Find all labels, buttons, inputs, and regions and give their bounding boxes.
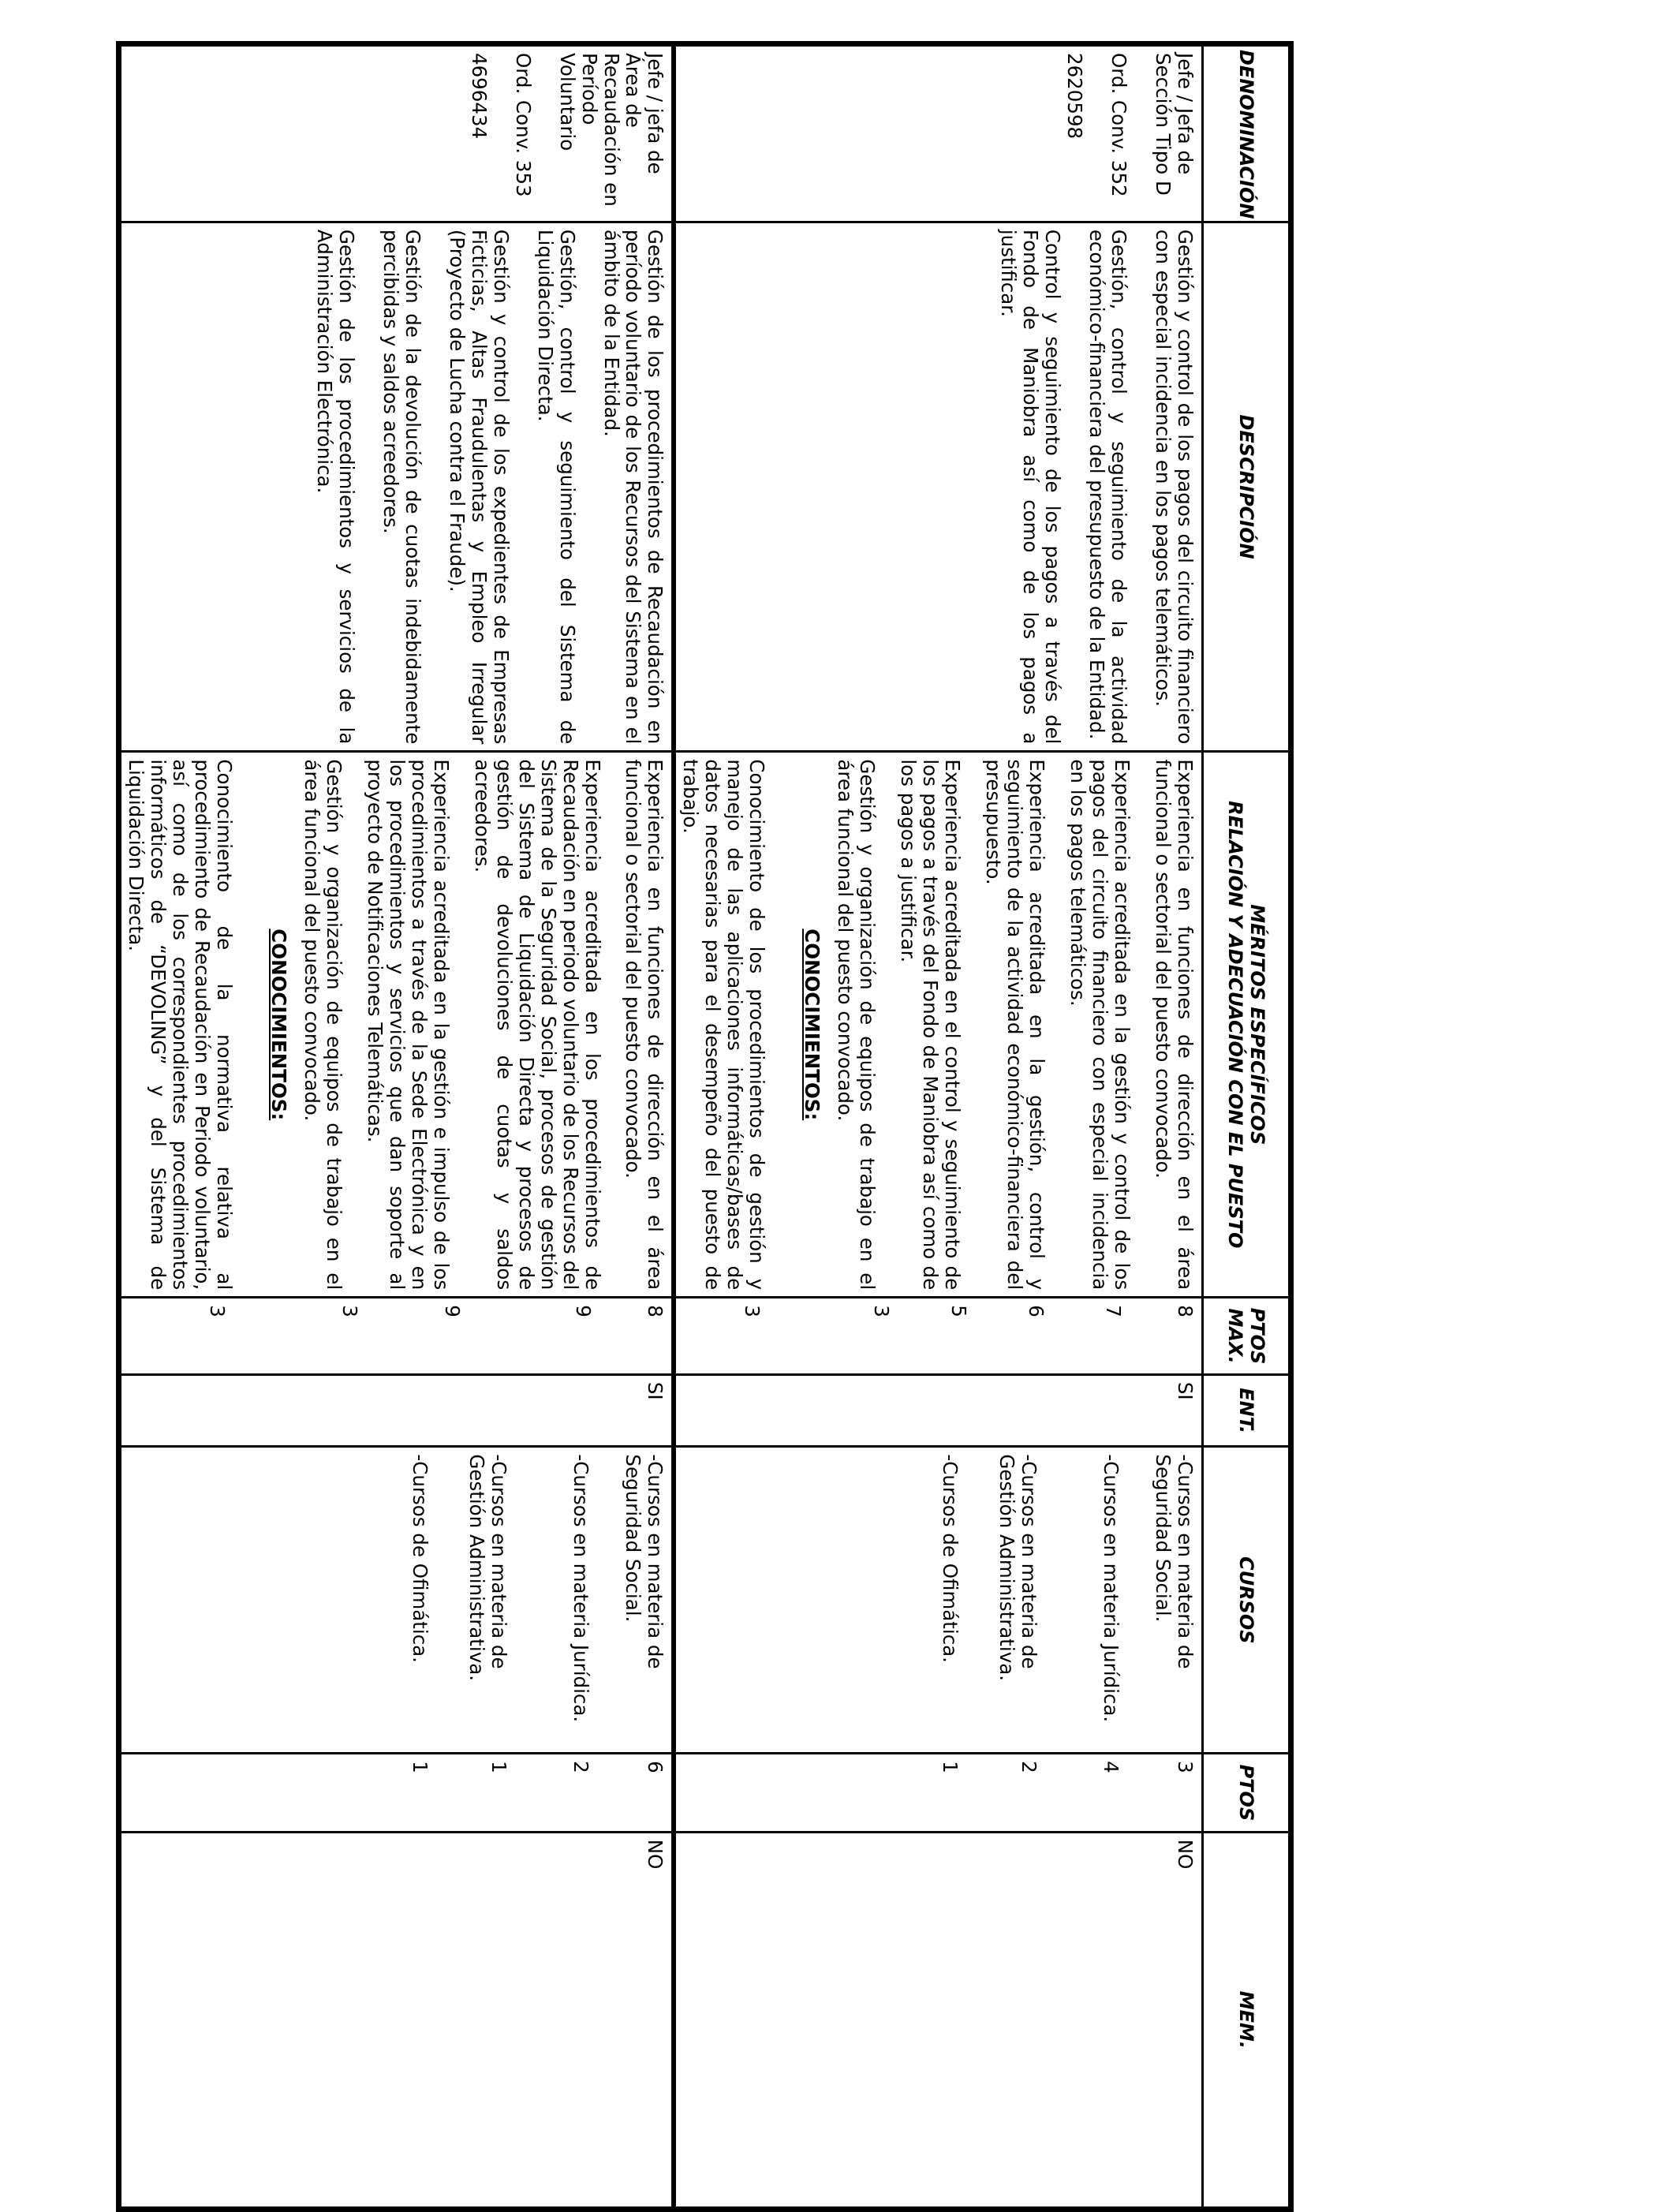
merito-item: Experiencia acreditada en la gestión y control de los pagos del circuito financiero con especial incidencia en los pagos telemáticos. [1066, 759, 1134, 1291]
ptos-value: 1 [409, 1761, 432, 1773]
denominacion-title: Jefe / jefa de Área de Recaudación en Período Voluntario [555, 53, 667, 207]
curso-item: -Cursos en materia Jurídica. [570, 1454, 593, 1723]
header-mem: MEM. [1203, 1832, 1291, 2209]
ptos-max-value: 6 [1025, 1305, 1048, 1317]
curso-item: -Cursos en materia de Gestión Administrativa. [995, 1454, 1040, 1682]
merito-item: Experiencia acreditada en los procedimientos de Recaudación en periodo voluntario de los Recursos del Sistema de la Seguridad Social, procesos de gestión del Sistema de Liquidación Directa y procesos de gestión de devoluciones de cuotas y saldos acreedores. [470, 759, 604, 1291]
header-denominacion: DENOMINACIÓN [1203, 44, 1291, 222]
curso-item: -Cursos en materia de Seguridad Social. [1152, 1454, 1197, 1669]
descripcion-item: Gestión de los procedimientos de Recaudación en período voluntario de los Recursos del Sistema en el ámbito de la Entidad. [599, 229, 667, 745]
ptos-max-value: 3 [870, 1305, 893, 1317]
header-meritos-line1: MÉRITOS ESPECÍFICOS [1246, 904, 1268, 1145]
denominacion-code: 2620598 [1063, 53, 1087, 140]
ptos-max-value: 3 [741, 1305, 764, 1317]
header-ptos-max-line1: PTOS [1246, 1307, 1268, 1365]
cell-mem: NO [674, 1832, 1202, 2209]
ptos-max-value: 9 [572, 1305, 596, 1317]
cell-ptos [118, 1754, 674, 1833]
cell-ent: SI [674, 1374, 1202, 1447]
header-ptos: PTOS [1203, 1754, 1291, 1833]
ptos-value: 1 [939, 1761, 962, 1773]
header-meritos-line2: RELACIÓN Y ADECUACIÓN CON EL PUESTO [1224, 801, 1247, 1249]
header-cursos: CURSOS [1203, 1447, 1291, 1754]
ptos-max-value: 9 [441, 1305, 465, 1317]
cell-meritos [118, 752, 674, 1298]
cell-ptos-max [674, 1298, 1202, 1375]
cell-descripcion [118, 222, 674, 751]
conocimiento-item: Conocimiento de los procedimientos de gestión y manejo de las aplicaciones informáticas/bases de datos necesarias para el desempeño del puesto de trabajo. [679, 759, 769, 1291]
merito-item: Experiencia en funciones de dirección en el área funcional o sectorial del puesto convocado. [1152, 759, 1197, 1291]
cell-mem: NO [118, 1832, 674, 2209]
denominacion-code: 4696434 [467, 53, 491, 140]
ptos-value: 4 [1100, 1761, 1122, 1773]
merito-item: Experiencia acreditada en la gestión, control y seguimiento de la actividad económico-financiera del presupuesto. [981, 759, 1049, 1291]
header-ptos-max [1203, 1298, 1291, 1375]
merito-item: Experiencia acreditada en la gestión e impulso de los procedimientos a través de la Sede Electrónica y en los procedimientos y servicios que dan soporte al proyecto de Notificaciones Telemáticas. [364, 759, 454, 1291]
cell-meritos [674, 752, 1202, 1298]
cell-ptos [674, 1754, 1202, 1833]
header-ent: ENT. [1203, 1374, 1291, 1447]
ptos-max-value: 5 [947, 1305, 970, 1317]
merito-item: Experiencia en funciones de dirección en el área funcional o sectorial del puesto convocado. [622, 759, 667, 1291]
conocimientos-heading: CONOCIMIENTOS: [801, 929, 824, 1121]
cell-ent: SI [118, 1374, 674, 1447]
curso-item: -Cursos en materia de Seguridad Social. [622, 1454, 667, 1669]
descripcion-item: Gestión de la devolución de cuotas indebidamente percibidas y saldos acreedores. [379, 229, 425, 745]
header-descripcion: DESCRIPCIÓN [1203, 222, 1291, 751]
ptos-value: 3 [1174, 1761, 1197, 1773]
curso-item: -Cursos de Ofimática. [409, 1454, 432, 1663]
denominacion-order: Ord. Conv. 352 [1107, 53, 1131, 197]
header-ptos-max-line2: MAX. [1224, 1308, 1247, 1364]
merito-item: Gestión y organización de equipos de trabajo en el área funcional del puesto convocado. [833, 759, 879, 1291]
ptos-value: 1 [487, 1761, 511, 1773]
descripcion-item: Control y seguimiento de los pagos a través del Fondo de Maniobra así como de los pagos a justificar. [997, 229, 1065, 745]
job-positions-table [116, 41, 1294, 2212]
cell-denominacion [118, 44, 674, 222]
curso-item: -Cursos en materia de Gestión Administrativa. [465, 1454, 511, 1682]
ptos-value: 6 [644, 1761, 667, 1773]
descripcion-item: Gestión, control y seguimiento del Sistema de Liquidación Directa. [533, 229, 579, 745]
conocimientos-heading: CONOCIMIENTOS: [267, 929, 291, 1121]
ptos-max-value: 3 [206, 1305, 230, 1317]
cell-cursos [118, 1447, 674, 1754]
merito-item: Gestión y organización de equipos de trabajo en el área funcional del puesto convocado. [301, 759, 346, 1291]
denominacion-title: Jefe / Jefa de Sección Tipo D [1152, 53, 1197, 196]
merito-item: Experiencia acreditada en el control y seguimiento de los pagos a través del Fondo de Maniobra así como de los pagos a justificar. [896, 759, 964, 1291]
ptos-max-value: 8 [644, 1305, 667, 1317]
descripcion-item: Gestión de los procedimientos y servicios de la Administración Electrónica. [313, 229, 359, 745]
descripcion-item: Gestión y control de los pagos del circuito financiero con especial incidencia en los pagos telemáticos. [1152, 229, 1197, 745]
conocimiento-item: Conocimiento de la normativa relativa al procedimiento de Recaudación en Periodo voluntario, así como de los correspondientes procedimientos informáticos de “DEVOLING” y del Sistema de Liquidación Directa. [124, 759, 236, 1291]
ptos-max-value: 8 [1174, 1305, 1197, 1317]
descripcion-item: Gestión, control y seguimiento de la actividad económico-financiera del presupuesto de la Entidad. [1085, 229, 1131, 745]
table-row [674, 44, 1202, 2210]
curso-item: -Cursos de Ofimática. [939, 1454, 962, 1663]
denominacion-order: Ord. Conv. 353 [511, 53, 535, 197]
ptos-max-value: 3 [338, 1305, 362, 1317]
header-row [1203, 44, 1291, 2210]
descripcion-item: Gestión y control de los expedientes de Empresas Ficticias, Altas Fraudulentas y Empleo Irregular (Proyecto de Lucha contra el Fraude). [445, 229, 513, 745]
table-row [118, 44, 674, 2210]
cell-denominacion [674, 44, 1202, 222]
ptos-value: 2 [1018, 1761, 1040, 1773]
header-meritos [1203, 752, 1291, 1298]
curso-item: -Cursos en materia Jurídica. [1100, 1454, 1122, 1723]
cell-descripcion [674, 222, 1202, 751]
cell-cursos [674, 1447, 1202, 1754]
cell-ptos-max [118, 1298, 674, 1375]
ptos-max-value: 7 [1102, 1305, 1125, 1317]
ptos-value: 2 [570, 1761, 593, 1773]
